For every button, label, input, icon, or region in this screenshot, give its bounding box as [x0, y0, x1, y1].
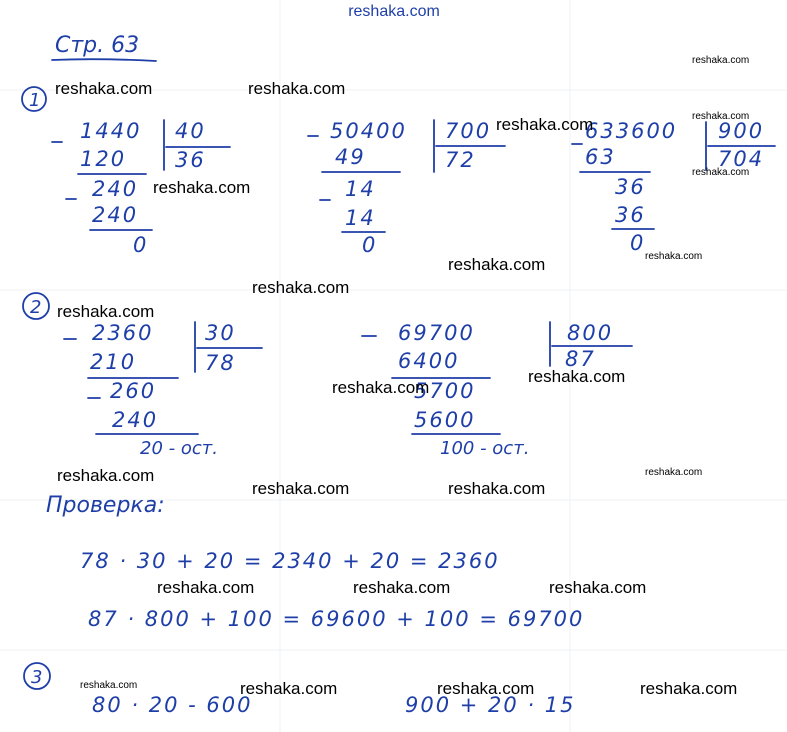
- task-1: [22, 87, 775, 257]
- dividend: 69700: [398, 321, 475, 345]
- subtrahend-1: 210: [90, 350, 137, 374]
- subtrahend-2: 14: [345, 206, 376, 230]
- dividend: 2360: [92, 321, 154, 345]
- remainder-1: 36: [615, 175, 646, 199]
- watermark: reshaka.com: [549, 578, 647, 597]
- remainder: 0: [362, 233, 378, 257]
- task-number: 1: [29, 90, 41, 111]
- divisor: 30: [205, 321, 236, 345]
- quotient: 72: [445, 148, 476, 172]
- subtrahend-1: 120: [80, 147, 127, 171]
- watermark: reshaka.com: [80, 680, 138, 691]
- header-site-label: reshaka.com: [348, 3, 440, 20]
- remainder: 0: [133, 233, 149, 257]
- check-section: [46, 493, 584, 631]
- dividend: 633600: [585, 119, 678, 143]
- watermark-layer: [55, 55, 749, 698]
- division-2a: [64, 321, 262, 459]
- expression-a: 80 · 20 - 600: [92, 693, 253, 717]
- page-number-underline: [52, 59, 156, 61]
- watermark: reshaka.com: [248, 79, 346, 98]
- division-1b: [308, 119, 505, 257]
- watermark: reshaka.com: [448, 255, 546, 274]
- quotient: 78: [205, 351, 236, 375]
- dividend: 50400: [330, 119, 407, 143]
- subtrahend-2: 240: [112, 408, 159, 432]
- watermark: reshaka.com: [645, 467, 703, 478]
- watermark: reshaka.com: [448, 479, 546, 498]
- expression-b: 900 + 20 · 15: [405, 693, 576, 717]
- remainder-1: 240: [92, 177, 139, 201]
- watermark: reshaka.com: [57, 302, 155, 321]
- watermark: reshaka.com: [528, 367, 626, 386]
- watermark: reshaka.com: [157, 578, 255, 597]
- watermark: reshaka.com: [645, 251, 703, 262]
- quotient: 87: [565, 347, 596, 371]
- remainder-1: 5700: [414, 379, 476, 403]
- subtrahend-1: 49: [335, 145, 366, 169]
- divisor: 900: [718, 119, 765, 143]
- watermark: reshaka.com: [240, 679, 338, 698]
- dividend: 1440: [80, 119, 142, 143]
- watermark: reshaka.com: [692, 167, 750, 178]
- watermark: reshaka.com: [332, 378, 430, 397]
- remainder-label: 20 - ост.: [140, 438, 218, 459]
- remainder-1: 14: [345, 177, 376, 201]
- watermark: reshaka.com: [153, 178, 251, 197]
- watermark: reshaka.com: [692, 55, 750, 66]
- subtrahend-2: 36: [615, 203, 646, 227]
- watermark: reshaka.com: [353, 578, 451, 597]
- watermark: reshaka.com: [640, 679, 738, 698]
- task-number: 2: [30, 297, 42, 318]
- watermark: reshaka.com: [692, 111, 750, 122]
- check-title: Проверка:: [46, 493, 165, 518]
- quotient: 36: [175, 148, 206, 172]
- divisor: 800: [567, 321, 614, 345]
- watermark: reshaka.com: [437, 679, 535, 698]
- remainder-1: 260: [110, 379, 157, 403]
- subtrahend-1: 6400: [398, 349, 460, 373]
- task-number: 3: [31, 667, 43, 688]
- remainder: 0: [630, 231, 646, 255]
- page-number-label: Стр. 63: [55, 33, 140, 58]
- watermark: reshaka.com: [55, 79, 153, 98]
- division-1c: [572, 119, 775, 255]
- divisor: 700: [445, 119, 492, 143]
- remainder-label: 100 - ост.: [440, 438, 530, 459]
- subtrahend-2: 240: [92, 203, 139, 227]
- watermark: reshaka.com: [57, 466, 155, 485]
- quotient: 704: [718, 147, 765, 171]
- check-line-2: 87 · 800 + 100 = 69600 + 100 = 69700: [88, 607, 585, 631]
- watermark: reshaka.com: [496, 115, 594, 134]
- watermark: reshaka.com: [252, 278, 350, 297]
- subtrahend-2: 5600: [414, 408, 476, 432]
- divisor: 40: [175, 119, 206, 143]
- subtrahend-1: 63: [585, 145, 616, 169]
- check-line-1: 78 · 30 + 20 = 2340 + 20 = 2360: [80, 549, 500, 573]
- watermark: reshaka.com: [252, 479, 350, 498]
